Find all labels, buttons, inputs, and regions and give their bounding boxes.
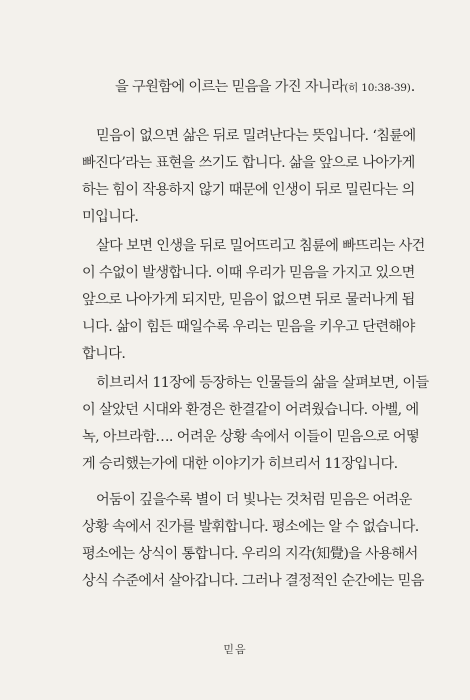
paragraph-2-line-4: 니다. 삶이 힘든 때일수록 우리는 믿음을 키우고 단련해야	[82, 319, 415, 335]
quote-text: 을 구원함에 이르는 믿음을 가진 자니라	[115, 79, 345, 95]
paragraph-1-line-3: 하는 힘이 작용하지 않기 때문에 인생이 뒤로 밀린다는 의	[82, 182, 415, 198]
paragraph-4-line-2: 상황 속에서 진가를 발휘합니다. 평소에는 알 수 없습니다.	[82, 519, 419, 535]
paragraph-1-line-1: 믿음이 없으면 삶은 뒤로 밀려난다는 뜻입니다. ‘침륜에	[96, 128, 416, 144]
quote-end: .	[410, 79, 415, 95]
paragraph-2-line-3: 앞으로 나아가게 되지만, 믿음이 없으면 뒤로 물러나게 됩	[82, 292, 415, 308]
quote-reference: (히 10:38-39)	[344, 82, 411, 94]
paragraph-3-line-1: 히브리서 11장에 등장하는 인물들의 삶을 살펴보면, 이들	[96, 375, 429, 391]
paragraph-4-line-3: 평소에는 상식이 통합니다. 우리의 지각(知覺)을 사용해서	[82, 546, 418, 562]
running-footer: 믿음	[223, 643, 247, 656]
paragraph-2-line-1: 살다 보면 인생을 뒤로 밀어뜨리고 침륜에 빠뜨리는 사건	[96, 238, 425, 254]
paragraph-3-line-4: 게 승리했는가에 대한 이야기가 히브리서 11장입니다.	[82, 456, 398, 472]
paragraph-2-line-2: 이 수없이 발생합니다. 이때 우리가 믿음을 가지고 있으면	[82, 265, 415, 281]
paragraph-2-line-5: 합니다.	[82, 346, 126, 362]
paragraph-4-line-1: 어둠이 깊을수록 별이 더 빛나는 것처럼 믿음은 어려운	[96, 492, 412, 508]
scripture-quote	[115, 77, 415, 98]
paragraph-1-line-2: 빠진다’라는 표현을 쓰기도 합니다. 삶을 앞으로 나아가게	[82, 155, 415, 171]
paragraph-4-line-4: 상식 수준에서 살아갑니다. 그러나 결정적인 순간에는 믿음	[82, 573, 424, 589]
paragraph-3-line-3: 녹, 아브라함…. 어려운 상황 속에서 이들이 믿음으로 어떻	[82, 429, 420, 445]
paragraph-1-line-4: 미입니다.	[82, 209, 139, 225]
paragraph-3-line-2: 이 살았던 시대와 환경은 한결같이 어려웠습니다. 아벨, 에	[82, 402, 419, 418]
